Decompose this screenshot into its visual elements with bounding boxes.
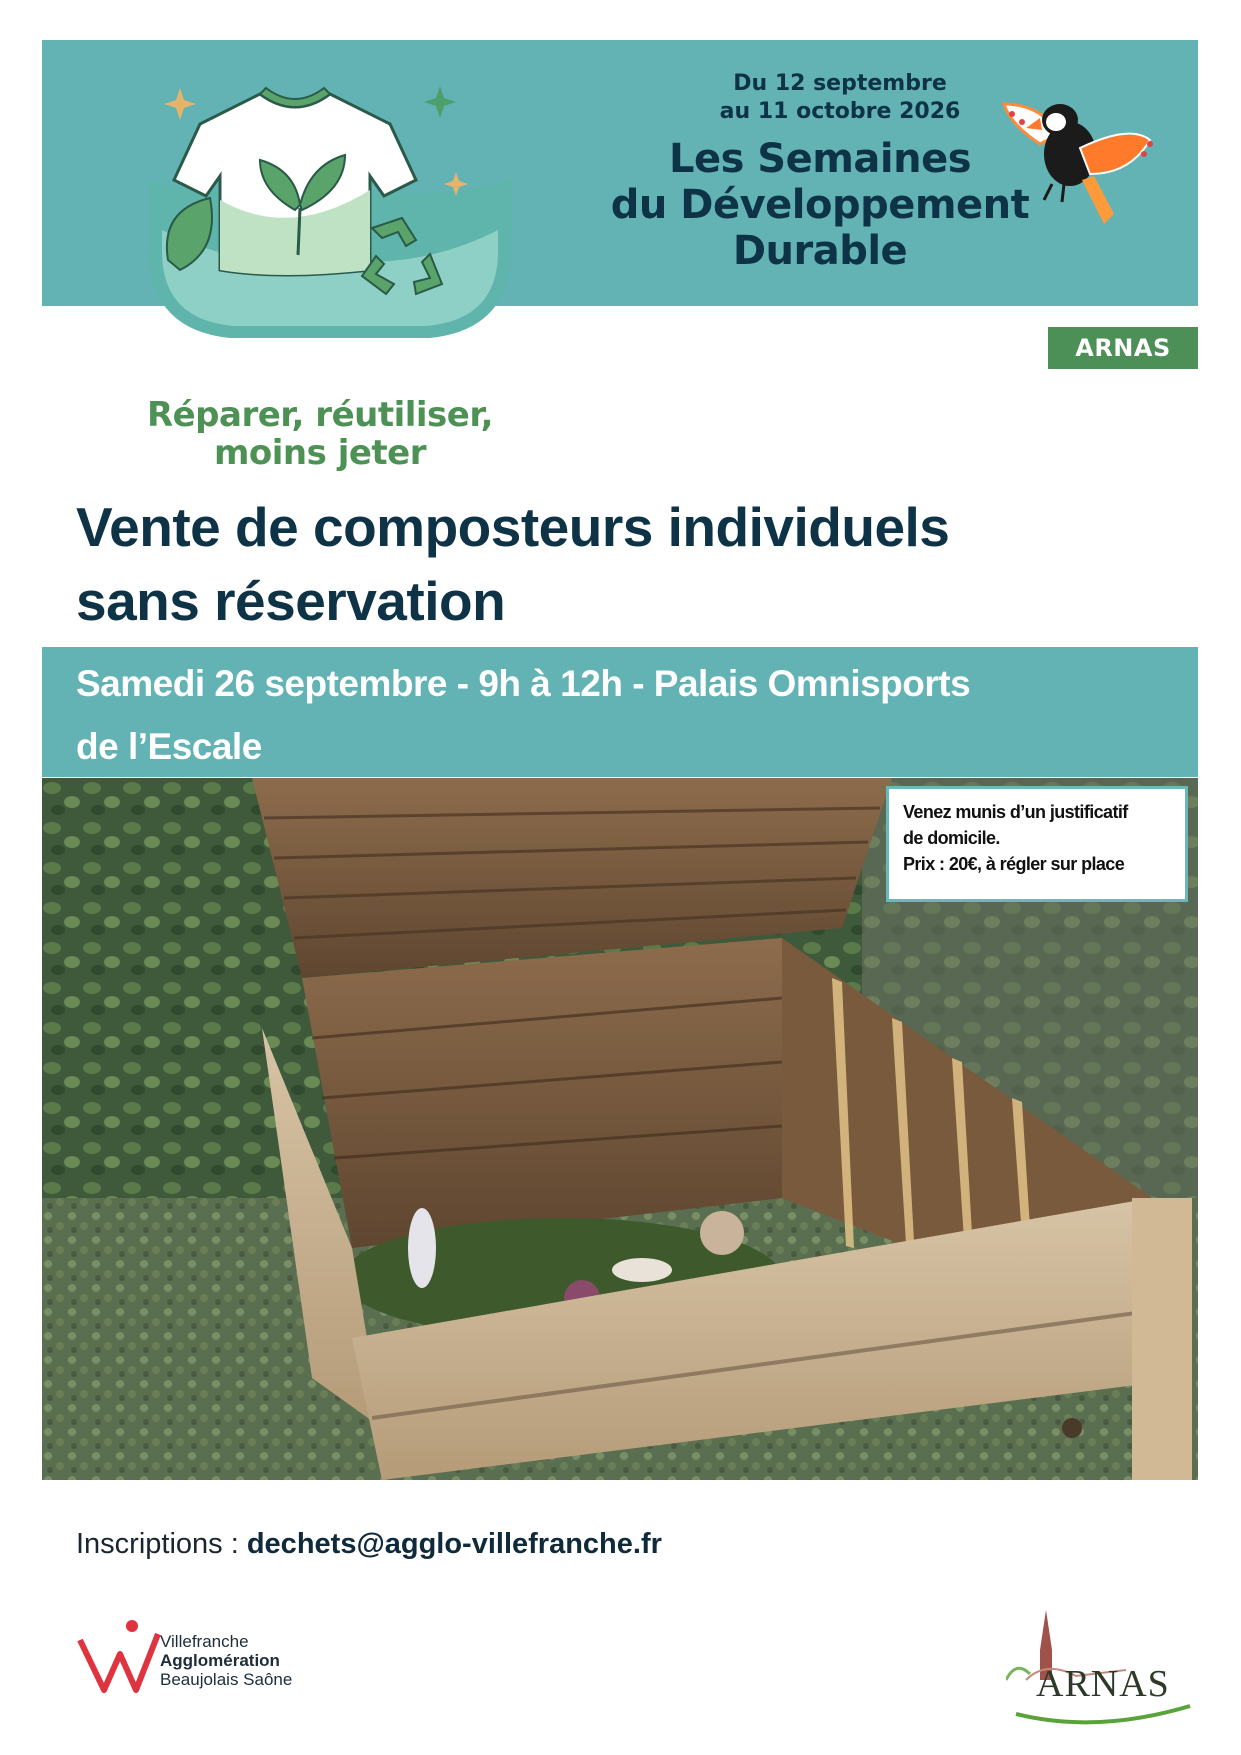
agglo-line1: Villefranche bbox=[160, 1632, 249, 1651]
callout-line3: Prix : 20€, à régler sur place bbox=[903, 854, 1125, 874]
arnas-logo-text: ARNAS bbox=[1036, 1663, 1170, 1705]
inscriptions-label: Inscriptions : bbox=[76, 1528, 247, 1560]
event-dates-line1: Du 12 septembre bbox=[733, 71, 947, 96]
callout-line2: de domicile. bbox=[903, 828, 1000, 848]
tagline-line1: Réparer, réutiliser, bbox=[146, 395, 494, 435]
event-title-line3: Durable bbox=[732, 228, 908, 274]
event-dates bbox=[620, 70, 1060, 126]
main-title bbox=[76, 490, 1206, 638]
main-title-line1: Vente de composteurs individuels bbox=[76, 496, 950, 558]
event-info-line1: Samedi 26 septembre - 9h à 12h - Palais Omnisports bbox=[76, 663, 971, 704]
event-dates-line2: au 11 octobre 2026 bbox=[719, 99, 961, 124]
agglo-line2: Agglomération bbox=[160, 1651, 280, 1670]
event-info-line2: de l’Escale bbox=[76, 726, 262, 767]
inscriptions-email-link[interactable]: dechets@agglo-villefranche.fr bbox=[246, 1528, 662, 1560]
event-title-line2: du Développement bbox=[610, 182, 1030, 228]
inscriptions bbox=[76, 1524, 976, 1564]
main-title-line2: sans réservation bbox=[76, 570, 506, 632]
callout-line1: Venez munis d’un justificatif bbox=[903, 802, 1128, 822]
event-title-line1: Les Semaines bbox=[668, 136, 972, 182]
price-callout bbox=[886, 786, 1188, 902]
tagline bbox=[100, 396, 540, 472]
event-info bbox=[76, 652, 1176, 778]
puffin-bird-icon bbox=[1000, 84, 1160, 234]
agglo-name bbox=[160, 1632, 400, 1689]
tshirt-leaf-recycle-icon bbox=[140, 80, 520, 380]
tagline-line2: moins jeter bbox=[213, 433, 426, 473]
agglo-line3: Beaujolais Saône bbox=[160, 1670, 293, 1689]
commune-badge: ARNAS bbox=[1048, 327, 1198, 369]
